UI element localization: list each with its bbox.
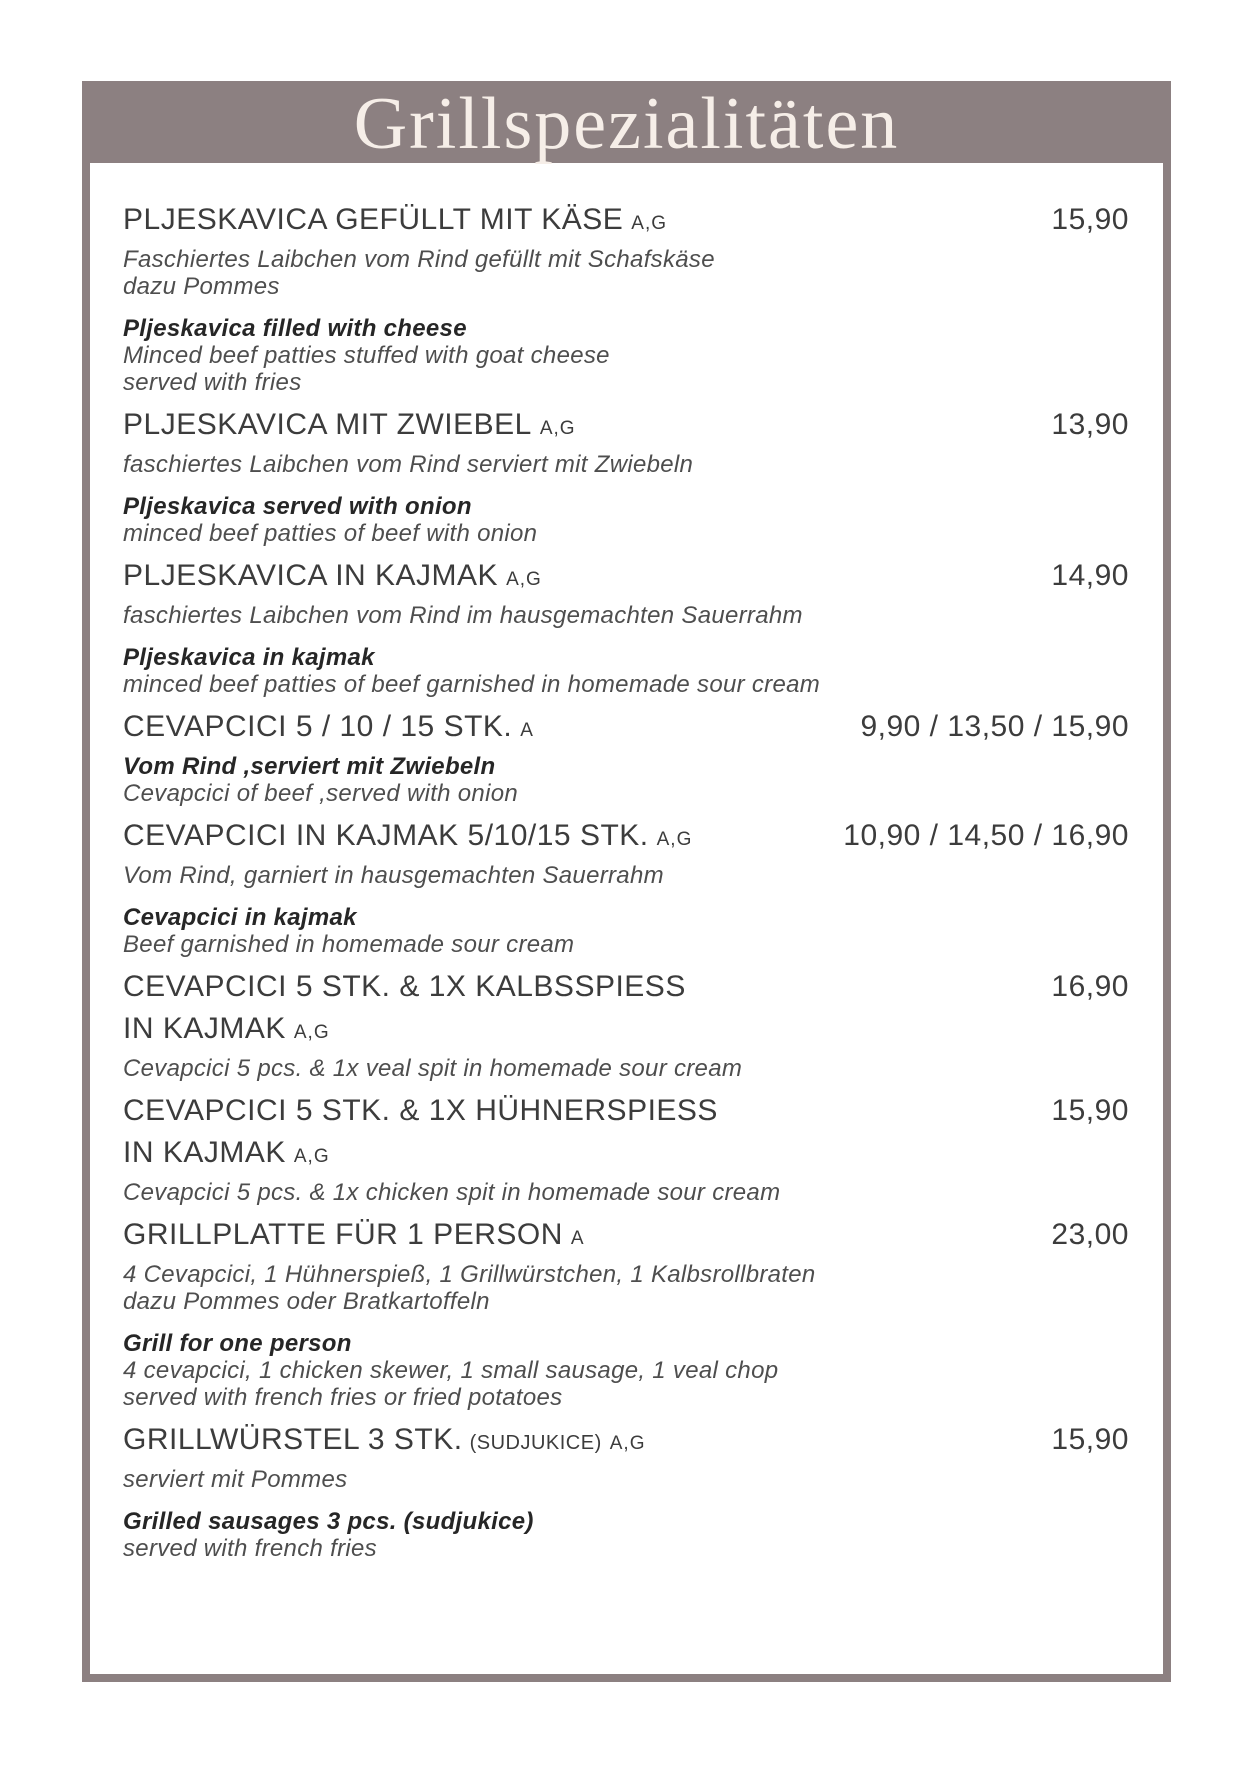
menu-item-desc-block <box>123 451 1129 478</box>
menu-item-desc-line: 4 cevapcici, 1 chicken skewer, 1 small sausage, 1 veal chop <box>123 1357 779 1384</box>
menu-item-title-row <box>123 819 1129 858</box>
menu-item-allergens: A,G <box>631 213 668 234</box>
menu-item-desc-block <box>123 904 1129 958</box>
menu-item-desc-line: dazu Pommes oder Bratkartoffeln <box>123 1288 490 1315</box>
menu-item-descriptions <box>123 1055 1129 1082</box>
menu-header-band <box>90 83 1163 165</box>
menu-item-title-row <box>123 203 1129 242</box>
menu-item-allergens: A,G <box>609 1433 646 1454</box>
menu-item-name-translated: Vom Rind ,serviert mit Zwiebeln <box>123 753 496 780</box>
menu-item-desc-block <box>123 1261 1129 1315</box>
menu-item-title-row <box>123 1423 1129 1462</box>
menu-item <box>123 1094 1129 1206</box>
menu-item-price: 10,90 / 14,50 / 16,90 <box>843 819 1129 852</box>
menu-item-desc-line: serviert mit Pommes <box>123 1466 348 1493</box>
menu-item-name: CEVAPCICI IN KAJMAK 5/10/15 STK. <box>123 819 649 852</box>
menu-item-price: 15,90 <box>1051 203 1129 236</box>
menu-item-price: 23,00 <box>1051 1218 1129 1251</box>
menu-item-name: PLJESKAVICA GEFÜLLT MIT KÄSE <box>123 203 624 236</box>
menu-item-name-translated: Pljeskavica in kajmak <box>123 644 375 671</box>
menu-item-desc-line: Cevapcici 5 pcs. & 1x veal spit in homemade sour cream <box>123 1055 743 1082</box>
menu-item-desc-line: Faschiertes Laibchen vom Rind gefüllt mit Schafskäse <box>123 246 715 273</box>
menu-item-desc-line: served with fries <box>123 369 302 396</box>
menu-item-title-row <box>123 408 1129 447</box>
menu-items-list <box>90 163 1163 1562</box>
menu-item-title-row-2 <box>123 1136 1129 1175</box>
menu-item-desc-line: served with french fries or fried potatoes <box>123 1384 563 1411</box>
menu-item-title-row <box>123 970 1129 1009</box>
menu-item-desc-line: 4 Cevapcici, 1 Hühnerspieß, 1 Grillwürstchen, 1 Kalbsrollbraten <box>123 1261 816 1288</box>
menu-item-note: (SUDJUKICE) <box>469 1432 602 1454</box>
menu-item-descriptions <box>123 1179 1129 1206</box>
menu-item-desc-block <box>123 315 1129 396</box>
menu-item-title-row <box>123 559 1129 598</box>
menu-item-desc-block <box>123 493 1129 547</box>
menu-item-name: CEVAPCICI 5 STK. & 1X HÜHNERSPIESS <box>123 1094 718 1127</box>
menu-page-frame <box>82 81 1171 1682</box>
menu-item-name-line2: IN KAJMAK <box>123 1012 286 1045</box>
menu-item-desc-line: dazu Pommes <box>123 273 280 300</box>
menu-item-desc-block <box>123 1330 1129 1411</box>
menu-item-desc-line: faschiertes Laibchen vom Rind im hausgemachten Sauerrahm <box>123 602 803 629</box>
menu-item-desc-block <box>123 246 1129 300</box>
menu-item-name-translated: Pljeskavica served with onion <box>123 493 472 520</box>
menu-item-title-row-2 <box>123 1012 1129 1051</box>
menu-item-name-translated: Grill for one person <box>123 1330 352 1357</box>
menu-item-desc-block <box>123 644 1129 698</box>
menu-item-price: 16,90 <box>1051 970 1129 1003</box>
menu-item-allergens: A,G <box>506 569 542 590</box>
menu-item-desc-line: minced beef patties of beef with onion <box>123 520 538 547</box>
menu-item-desc-line: Beef garnished in homemade sour cream <box>123 931 575 958</box>
menu-item-name-translated: Pljeskavica filled with cheese <box>123 315 467 342</box>
menu-item-title-group <box>123 819 692 858</box>
menu-item-desc-line: Vom Rind, garniert in hausgemachten Sauerrahm <box>123 862 664 889</box>
menu-item-title-group <box>123 1218 585 1257</box>
menu-item-name: PLJESKAVICA MIT ZWIEBEL <box>123 408 532 441</box>
menu-item-price: 13,90 <box>1051 408 1129 441</box>
menu-item-price: 15,90 <box>1051 1094 1129 1127</box>
menu-item-desc-block <box>123 602 1129 629</box>
menu-item-desc-block <box>123 1466 1129 1493</box>
menu-item <box>123 408 1129 547</box>
menu-item-price: 9,90 / 13,50 / 15,90 <box>860 710 1129 743</box>
menu-item <box>123 819 1129 958</box>
menu-item-name-translated: Grilled sausages 3 pcs. (sudjukice) <box>123 1508 534 1535</box>
menu-item <box>123 559 1129 698</box>
menu-item-desc-line: Cevapcici of beef ,served with onion <box>123 780 519 807</box>
menu-item-descriptions <box>123 1466 1129 1562</box>
page-title: Grillspezialitäten <box>353 83 900 165</box>
menu-item <box>123 1218 1129 1411</box>
menu-item <box>123 203 1129 396</box>
menu-item-allergens: A,G <box>656 829 693 850</box>
menu-item-desc-line: faschiertes Laibchen vom Rind serviert mit Zwiebeln <box>123 451 694 478</box>
menu-item-descriptions <box>123 862 1129 958</box>
menu-item-title-group <box>123 203 667 242</box>
menu-item-desc-line: Cevapcici 5 pcs. & 1x chicken spit in homemade sour cream <box>123 1179 781 1206</box>
menu-item-name: CEVAPCICI 5 STK. & 1X KALBSSPIESS <box>123 970 686 1003</box>
menu-item-name: GRILLWÜRSTEL 3 STK. <box>123 1423 463 1456</box>
menu-item-title-row <box>123 710 1129 749</box>
menu-item-desc-block <box>123 1055 1129 1082</box>
menu-item-desc-line: minced beef patties of beef garnished in homemade sour cream <box>123 671 821 698</box>
menu-item-title-group <box>123 710 534 749</box>
menu-item-title-row <box>123 1094 1129 1133</box>
menu-item-desc-block <box>123 862 1129 889</box>
menu-item-title-group <box>123 408 576 447</box>
menu-item-desc-line: served with french fries <box>123 1535 377 1562</box>
menu-item-descriptions <box>123 246 1129 396</box>
menu-item-name-translated: Cevapcici in kajmak <box>123 904 357 931</box>
menu-item-allergens-line2: A,G <box>293 1022 330 1043</box>
menu-item-descriptions <box>123 753 1129 807</box>
menu-item-title-group <box>123 559 542 598</box>
menu-item-title-row <box>123 1218 1129 1257</box>
menu-item-desc-block <box>123 1179 1129 1206</box>
menu-item-allergens: A <box>520 720 534 741</box>
menu-item-desc-line: Minced beef patties stuffed with goat cheese <box>123 342 610 369</box>
menu-item-price: 15,90 <box>1051 1423 1129 1456</box>
menu-item-allergens-line2: A,G <box>293 1146 330 1167</box>
menu-item-descriptions <box>123 1261 1129 1411</box>
menu-item-descriptions <box>123 602 1129 698</box>
menu-item-price: 14,90 <box>1051 559 1129 592</box>
menu-item <box>123 970 1129 1082</box>
menu-item-desc-block <box>123 1508 1129 1562</box>
menu-item-allergens: A <box>570 1228 585 1249</box>
menu-item-descriptions <box>123 451 1129 547</box>
menu-item-title-group <box>123 970 686 1009</box>
menu-item-name: GRILLPLATTE FÜR 1 PERSON <box>123 1218 563 1251</box>
menu-item-allergens: A,G <box>539 418 576 439</box>
menu-item-desc-block <box>123 753 1129 807</box>
menu-item <box>123 710 1129 807</box>
menu-item-name-line2: IN KAJMAK <box>123 1136 286 1169</box>
menu-item-name: CEVAPCICI 5 / 10 / 15 STK. <box>123 710 513 743</box>
menu-item-title-group <box>123 1094 718 1133</box>
menu-item-title-group <box>123 1423 645 1462</box>
menu-item <box>123 1423 1129 1562</box>
menu-item-name: PLJESKAVICA IN KAJMAK <box>123 559 499 592</box>
